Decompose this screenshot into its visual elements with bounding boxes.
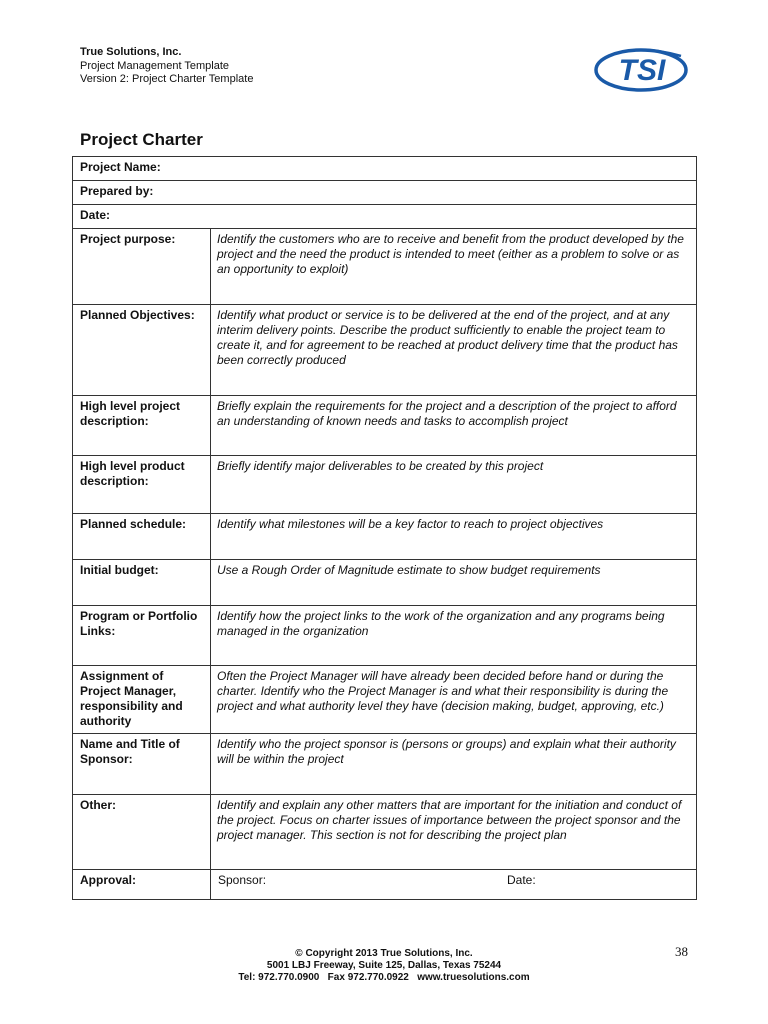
- template-subtitle: Project Management Template: [80, 59, 229, 72]
- table-row: [73, 205, 697, 229]
- table-row: [73, 514, 697, 560]
- row-label: Program or Portfolio Links:: [73, 606, 211, 666]
- table-row: [73, 734, 697, 795]
- page-number: 38: [675, 944, 688, 959]
- footer-contact: Tel: 972.770.0900 Fax 972.770.0922 www.truesolutions.com: [238, 972, 530, 983]
- row-label: High level product description:: [73, 456, 211, 514]
- table-row: [73, 795, 697, 870]
- footer-copyright: © Copyright 2013 True Solutions, Inc.: [295, 948, 473, 959]
- row-label: Planned Objectives:: [73, 305, 211, 396]
- row-description[interactable]: Often the Project Manager will have already been decided before hand or during the charter. Identify who the Project Manager is and what their responsibility is during the project and what authority level they have (decision making, budget, approving, etc.): [211, 666, 697, 734]
- table-row: [73, 157, 697, 181]
- row-label: Project purpose:: [73, 229, 211, 305]
- sponsor-signature-label: Sponsor:: [218, 873, 267, 887]
- row-label: Name and Title of Sponsor:: [73, 734, 211, 795]
- row-label: High level project description:: [73, 396, 211, 456]
- template-version: Version 2: Project Charter Template: [80, 73, 254, 85]
- logo-text: TSI: [618, 54, 666, 87]
- row-description[interactable]: Use a Rough Order of Magnitude estimate to show budget requirements: [211, 560, 697, 606]
- row-description[interactable]: Identify how the project links to the work of the organization and any programs being managed in the organization: [211, 606, 697, 666]
- document-footer: [0, 948, 768, 984]
- table-row: [73, 181, 697, 205]
- row-description[interactable]: Identify who the project sponsor is (persons or groups) and explain what their authority will be within the project: [211, 734, 697, 795]
- approval-row: [73, 870, 697, 900]
- row-description[interactable]: Identify what product or service is to be delivered at the end of the project, and at any interim delivery points. Describe the product sufficiently to enable the project team to create it, and for agreement to be reached at product delivery time that the product has been correctly produced: [211, 305, 697, 396]
- row-description[interactable]: Identify the customers who are to receive and benefit from the product developed by the project and the need the product is intended to meet (either as a problem to solve or as an opportunity to exploit): [211, 229, 697, 305]
- approval-signature-cell[interactable]: [211, 870, 697, 900]
- table-row: [73, 305, 697, 396]
- row-label: Planned schedule:: [73, 514, 211, 560]
- table-row: [73, 606, 697, 666]
- row-label: Initial budget:: [73, 560, 211, 606]
- row-label: Other:: [73, 795, 211, 870]
- footer-address: 5001 LBJ Freeway, Suite 125, Dallas, Texas 75244: [266, 960, 502, 971]
- date-field[interactable]: Date:: [73, 205, 697, 229]
- table-row: [73, 666, 697, 734]
- table-row: [73, 456, 697, 514]
- document-header: [80, 46, 253, 87]
- row-description[interactable]: Identify what milestones will be a key factor to reach to project objectives: [211, 514, 697, 560]
- company-name: True Solutions, Inc.: [80, 46, 182, 58]
- row-description[interactable]: Briefly explain the requirements for the project and a description of the project to afford an understanding of known needs and tasks to accomplish project: [211, 396, 697, 456]
- row-label: Assignment of Project Manager, responsibility and authority: [73, 666, 211, 734]
- project-name-field[interactable]: Project Name:: [73, 157, 697, 181]
- prepared-by-field[interactable]: Prepared by:: [73, 181, 697, 205]
- row-description[interactable]: Briefly identify major deliverables to be created by this project: [211, 456, 697, 514]
- charter-table: [72, 156, 697, 900]
- table-row: [73, 560, 697, 606]
- tsi-logo: [593, 44, 689, 94]
- row-description[interactable]: Identify and explain any other matters that are important for the initiation and conduct of the project. Focus on charter issues of importance between the project sponsor and the project manager. This section is not for describing the project plan: [211, 795, 697, 870]
- page-title: Project Charter: [80, 130, 203, 149]
- approval-date-label: Date:: [507, 873, 536, 887]
- table-row: [73, 229, 697, 305]
- approval-label: Approval:: [73, 870, 211, 900]
- table-row: [73, 396, 697, 456]
